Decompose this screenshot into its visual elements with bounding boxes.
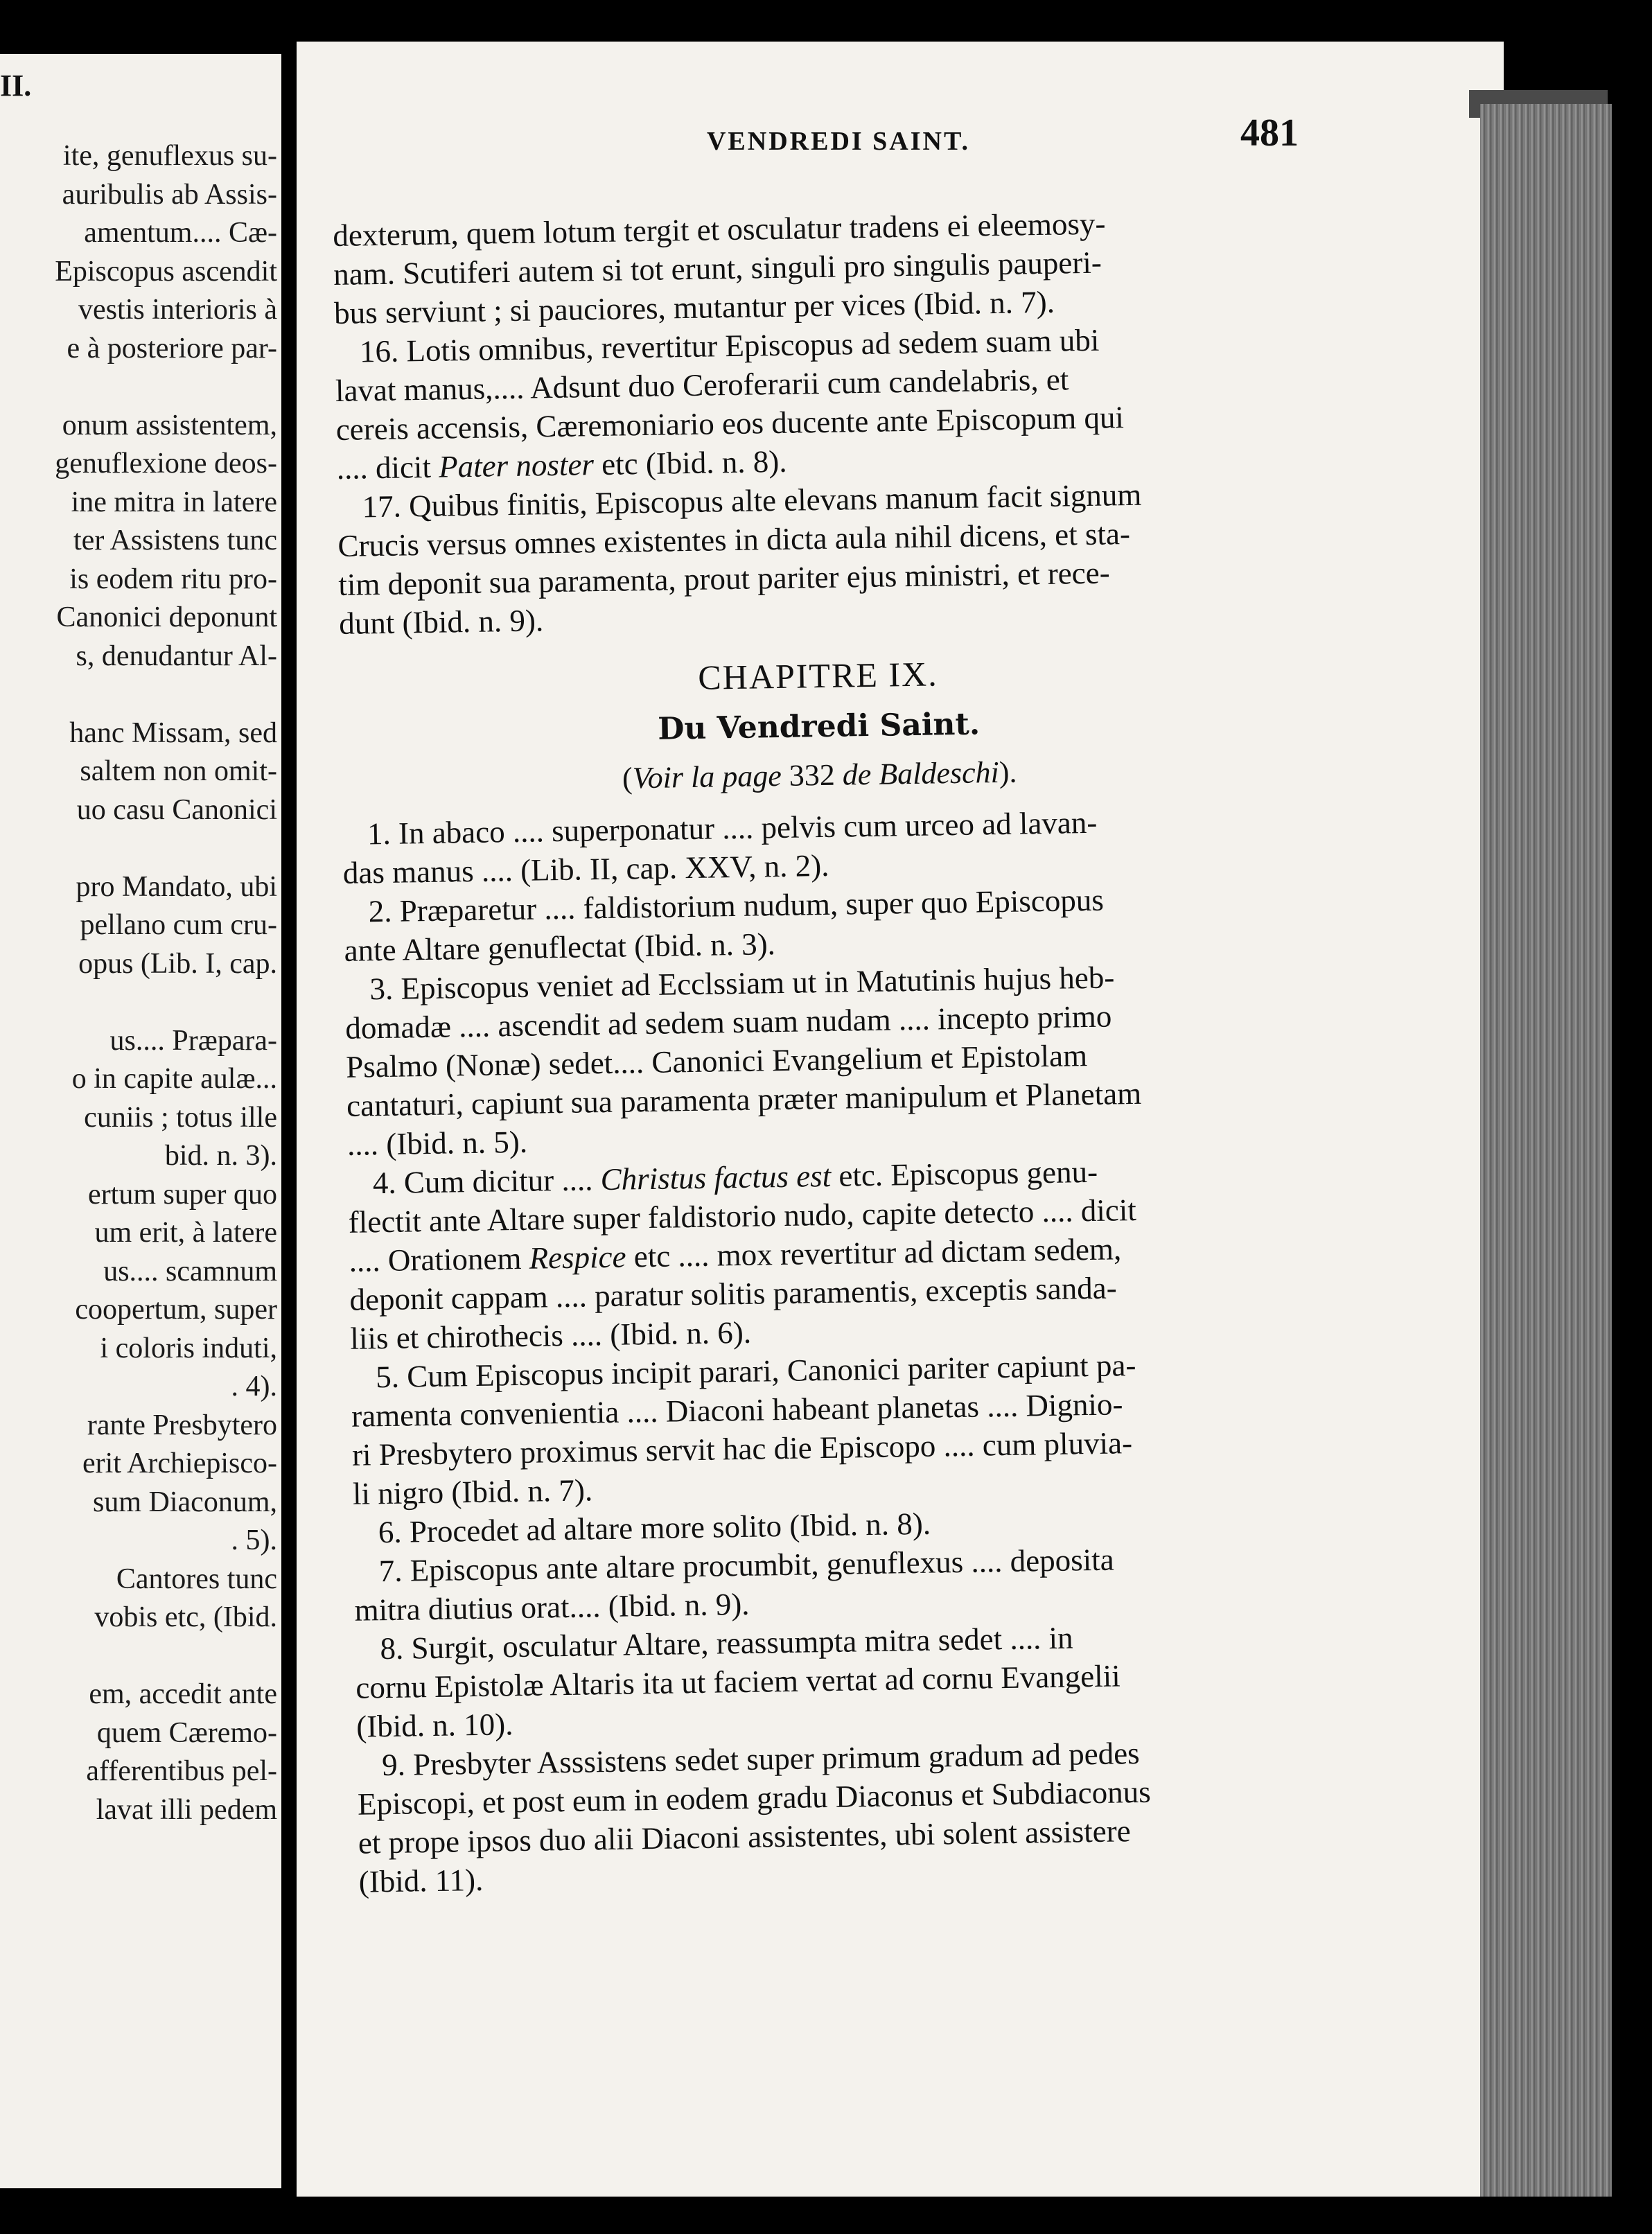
left-text-line: amentum.... Cæ-: [84, 217, 277, 249]
text-line: li nigro (Ibid. n. 7).: [352, 1472, 593, 1511]
running-head: VENDREDI SAINT.: [706, 127, 971, 156]
text-line: Episcopi, et post eum in eodem gradu Diaconus et Subdiaconus: [357, 1774, 1152, 1822]
text-line: dunt (Ibid. n. 9).: [338, 603, 544, 641]
text-line: (Ibid. 11).: [358, 1862, 484, 1899]
paragraph-7: [353, 1537, 1311, 1630]
chapter-title: CHAPITRE IX.: [697, 654, 939, 697]
page-number: 481: [1240, 112, 1299, 155]
left-text-line: genuflexione deos-: [55, 448, 277, 480]
text-line: 8. Surgit, osculatur Altare, reassumpta mitra sedet .... in: [380, 1620, 1073, 1666]
left-text-line: us.... scamnum: [103, 1255, 277, 1287]
left-text-line: o in capite aulæ...: [71, 1063, 277, 1095]
paragraph-16: [335, 317, 1293, 488]
left-text-line: uo casu Canonici: [76, 793, 277, 826]
paragraph-4-line-1: 4. Cum dicitur .... Christus factus est etc. Episcopus genu-: [372, 1154, 1098, 1201]
left-text-line: quem Cæremo-: [96, 1716, 277, 1749]
text-line: 16. Lotis omnibus, revertitur Episcopus ad sedem suam ubi: [359, 322, 1100, 369]
text-line: 2. Præparetur .... faldistorium nudum, super quo Episcopus: [368, 882, 1105, 929]
text-line: liis et chirothecis .... (Ibid. n. 6).: [350, 1314, 752, 1356]
text-line: et prope ipsos duo alii Diaconi assistentes, ubi solent assistere: [358, 1813, 1131, 1861]
text-line: .... (Ibid. n. 5).: [346, 1124, 528, 1162]
left-text-line: opus (Lib. I, cap.: [78, 947, 277, 980]
text-line: 1. In abaco .... superponatur .... pelvis cum urceo ad lavan-: [367, 804, 1098, 852]
text-line: nam. Scutiferi autem si tot erunt, singuli pro singulis pauperi-: [333, 245, 1102, 292]
left-text-line: bid. n. 3).: [164, 1140, 277, 1172]
continuation-paragraph: [333, 201, 1290, 333]
text-line: domadæ .... ascendit ad sedem suam nudam .... incepto primo: [345, 999, 1112, 1046]
book-gutter: [281, 42, 298, 2204]
page-edges: [1480, 104, 1612, 2197]
left-text-line: onum assistentem,: [62, 409, 277, 441]
left-text-line: em, accedit ante: [89, 1678, 277, 1710]
left-text-line: Cantores tunc: [116, 1563, 277, 1595]
paragraph-2: [343, 877, 1301, 970]
left-text-line: pellano cum cru-: [80, 909, 277, 941]
paragraph-4-line-2: flectit ante Altare super faldistorio nudo, capite detecto .... dicit: [348, 1192, 1137, 1240]
left-text-line: ine mitra in latere: [71, 486, 277, 518]
paragraph-17: [337, 473, 1295, 643]
chapter-reference: (Voir la page 332 de Baldeschi).: [622, 755, 1017, 795]
text-line: 7. Episcopus ante altare procumbit, genuflexus .... deposita: [378, 1542, 1114, 1589]
text-line: 6. Procedet ad altare more solito (Ibid. n. 8).: [378, 1506, 931, 1550]
text-line: cereis accensis, Cæremoniario eos ducente ante Episcopum qui: [335, 400, 1125, 447]
left-text-line: is eodem ritu pro-: [69, 563, 277, 595]
left-text-line: coopertum, super: [75, 1294, 277, 1326]
paragraph-9: [357, 1731, 1315, 1901]
text-line: ante Altare genuflectat (Ibid. n. 3).: [344, 926, 776, 968]
left-text-line: vobis etc, (Ibid.: [94, 1601, 277, 1633]
paragraph-1: [342, 800, 1300, 892]
text-line: bus serviunt ; si pauciores, mutantur per vices (Ibid. n. 7).: [333, 284, 1055, 331]
left-text-line: [0, 676, 277, 714]
left-page-text: [0, 137, 281, 1829]
left-text-line: cuniis ; totus ille: [84, 1101, 277, 1134]
text-line: 5. Cum Episcopus incipit parari, Canonici pariter capiunt pa-: [375, 1347, 1136, 1395]
left-text-line: auribulis ab Assis-: [62, 178, 277, 211]
left-text-line: [0, 983, 277, 1022]
text-line: 17. Quibus finitis, Episcopus alte elevans manum facit signum: [362, 477, 1142, 525]
left-text-line: hanc Missam, sed: [69, 716, 277, 749]
left-text-line: pro Mandato, ubi: [76, 870, 277, 903]
left-text-line: . 4).: [231, 1371, 277, 1402]
text-line: dexterum, quem lotum tergit et osculatur tradens ei eleemosy-: [333, 206, 1106, 253]
left-text-line: Canonici deponunt: [56, 601, 277, 633]
paragraph-4: [347, 1149, 1306, 1358]
text-line: ramenta convenientia .... Diaconi habeant planetas .... Dignio-: [351, 1387, 1123, 1434]
left-text-line: afferentibus pel-: [86, 1755, 277, 1787]
text-line: deponit cappam .... paratur solitis paramentis, exceptis sanda-: [349, 1270, 1117, 1317]
text-line: ri Presbytero proximus servit hac die Episcopo .... cum pluvia-: [351, 1425, 1133, 1472]
main-text: [333, 201, 1315, 1901]
text-line: mitra diutius orat.... (Ibid. n. 9).: [354, 1586, 750, 1628]
left-text-line: e à posteriore par-: [67, 332, 277, 364]
paragraph-5: [351, 1343, 1309, 1513]
left-page: [0, 54, 281, 2188]
left-text-line: i coloris induti,: [100, 1332, 277, 1364]
left-text-line: Episcopus ascendit: [55, 255, 277, 288]
paragraph-4-line-3: .... Orationem Respice etc .... mox revertitur ad dictam sedem,: [349, 1231, 1122, 1278]
text-line: 9. Presbyter Asssistens sedet super primum gradum ad pedes: [381, 1735, 1140, 1783]
paragraph-3: [344, 955, 1303, 1164]
left-text-line: erit Archiepisco-: [82, 1448, 277, 1479]
paragraph-16-last-line: .... dicit Pater noster etc (Ibid. n. 8).: [336, 443, 787, 486]
left-text-line: ertum super quo: [88, 1178, 277, 1211]
text-line: tim deponit sua paramenta, prout pariter ejus ministri, et rece-: [337, 555, 1111, 602]
left-text-line: ite, genuflexus su-: [62, 140, 277, 172]
paragraph-8: [355, 1615, 1312, 1746]
text-line: cornu Epistolæ Altaris ita ut faciem vertat ad cornu Evangelii: [355, 1658, 1121, 1705]
text-line: 3. Episcopus veniet ad Ecclssiam ut in Matutinis hujus heb-: [369, 960, 1115, 1007]
text-line: cantaturi, capiunt sua paramenta præter manipulum et Planetam: [346, 1075, 1142, 1123]
left-text-line: sum Diaconum,: [93, 1486, 277, 1518]
left-text-line: s, denudantur Al-: [76, 640, 277, 672]
left-text-line: [0, 829, 277, 868]
chapter-subtitle: Du Vendredi Saint.: [657, 706, 981, 747]
text-line: (Ibid. n. 10).: [355, 1707, 513, 1744]
text-line: lavat manus,.... Adsunt duo Ceroferarii cum candelabris, et: [335, 362, 1069, 408]
left-text-line: . 5).: [231, 1524, 277, 1556]
left-text-line: vestis interioris à: [78, 294, 277, 326]
left-text-line: um erit, à latere: [94, 1217, 277, 1249]
text-line: Psalmo (Nonæ) sedet.... Canonici Evangelium et Epistolam: [345, 1038, 1088, 1084]
left-text-line: us.... Præpara-: [109, 1024, 277, 1057]
left-text-line: [0, 1637, 277, 1676]
text-line: Crucis versus omnes existentes in dicta aula nihil dicens, et sta-: [337, 516, 1131, 563]
left-running-head: II.: [0, 69, 32, 103]
left-text-line: ter Assistens tunc: [73, 525, 277, 556]
left-text-line: saltem non omit-: [80, 755, 277, 787]
left-text-line: lavat illi pedem: [96, 1793, 277, 1826]
left-text-line: rante Presbytero: [87, 1409, 277, 1441]
left-text-line: [0, 368, 277, 407]
text-line: das manus .... (Lib. II, cap. XXV, n. 2).: [342, 847, 829, 890]
